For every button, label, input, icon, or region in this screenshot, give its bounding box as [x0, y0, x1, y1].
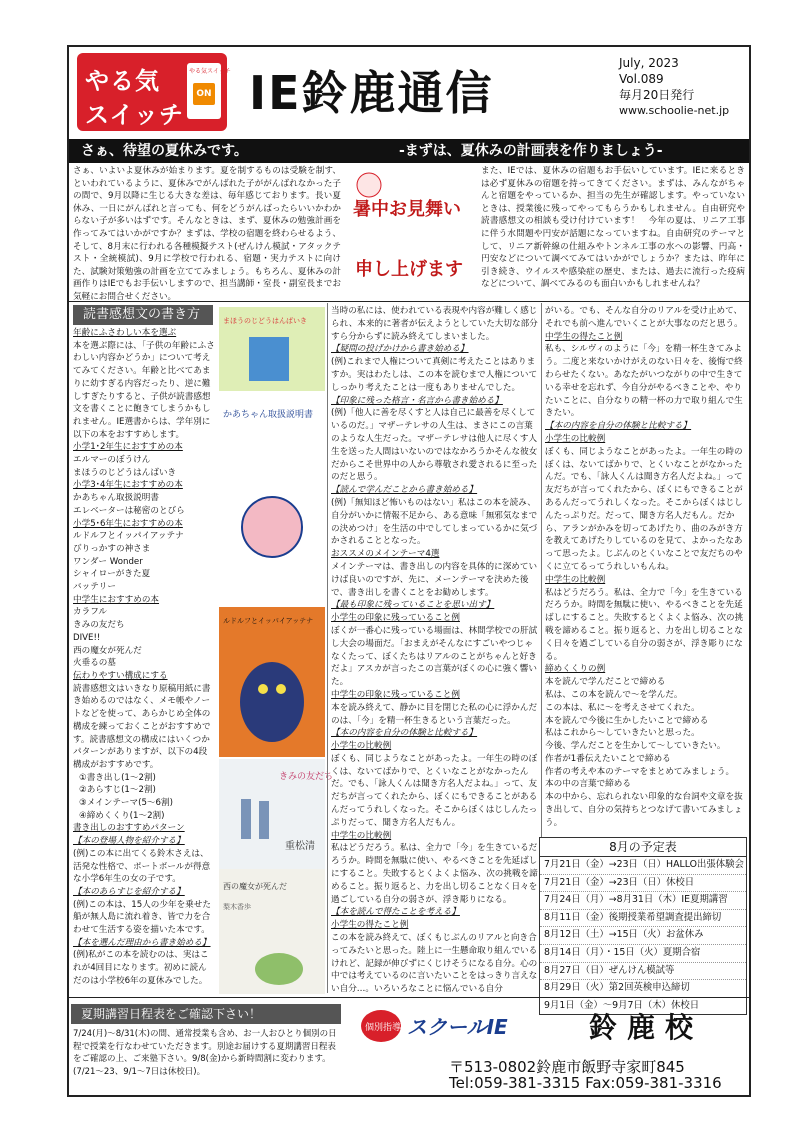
- school-address: 〒513-0802鈴鹿市飯野寺家町845: [449, 1058, 685, 1076]
- banner-right: -まずは、夏休みの計画表を作りましょう-: [399, 143, 663, 159]
- header: [69, 47, 749, 139]
- closing-line: 本の中から、忘れられない印象的な台詞や文章を抜き出して、自分の気持ちとつなげて書いてみましょう。: [545, 792, 743, 828]
- intro-text-right: また、IEでは、夏休みの宿題もお手伝いしています。IEに来るときは必ず夏休みの宿題を持ってきてください。まずは、みんながちゃんと宿題をやっているか、担当の先生が確認します。やっていないときは、授業後に残ってやってもらうかもしれません。自由研究や読書感想文の相談も受け付けています！ 今年の夏は、リニア工事に伴う水問題や円安が話題になっていますね。自由研究のテーマとして、リニア新幹線の仕組みやトンネル工事の水への影響、円高・円安などについて調べてみてはいかがでしょうか？または、昨年に引き続き、ウイルスや感染症の歴史、または、過去に流行った疫病などについて、調べてみるのも面白いかもしれませんね？: [481, 166, 745, 290]
- switch-small-label: やる気スイッチ: [189, 68, 231, 75]
- intro-text-left: さぁ、いよいよ夏休みが始まります。夏を制するものは受験を制す、といわれているように、夏休みでがんばれた子ががんばれなかった子の間で、9月以降に生じる大きな差は、毎年感じております。長い夏休み、一日にがんばれと言っても、何をどうがんばったらいいかわからない子が多いはずです。そんなときは、まず、夏休みの勉強計画を作ってみてはいかがですか？まずは、学校の宿題を終わらせるよう、そして、8月末に行われる各種模擬テスト(ぜんけん模試・アタックテスト・全統模試)、9月に学校で行われる、宿題・実力テストに向けた、試験対策勉強の計画を立ててみましょう。もちろん、夏休みの計画作りはIEでもお手伝いしますので、担当講師・室長・副室長までお気軽にお問合せください。: [73, 166, 341, 302]
- book-item: ワンダー Wonder: [73, 556, 143, 567]
- column-3: [545, 305, 745, 835]
- main-theme-heading: おススメのメインテーマ4選: [331, 549, 440, 560]
- school-phone: Tel:059-381-3315 Fax:059-381-3316: [449, 1074, 722, 1092]
- paragraph: ぼくも、同じようなことがあったよ。一年生の時のぼくは、ないてばかりで、とくいなことがなかったんだ。でも、「詠人くんは聞き方名人だよね。」って、友だちが言ってくれたから、ぼくにもできることがあるんだってうれしくなった。そこからぼくはじしんたっぷりだって、聞き方名人だもん。: [331, 753, 538, 828]
- book-item: ルドルフとイッパイアッテナ: [73, 531, 184, 542]
- website-url[interactable]: www.schoolie-net.jp: [619, 104, 730, 117]
- column-divider: [541, 303, 542, 838]
- grade56-heading: 小学5･6年生におすすめの本: [73, 518, 183, 529]
- issue-date: July, 2023: [619, 56, 679, 70]
- step-item: ①書き出し(1～2割): [79, 772, 156, 783]
- book-item: シャイローがきた夏: [73, 569, 151, 580]
- paragraph: 私も、シルヴィのように「今」を精一杯生きてみよう。二度と来ないかけがえのない日々を、後悔で終わらせたくない。あなたがいつながりの中で生きている幸せを忘れず、今自分がやるべきことや、やりたいことに、自分なりの精一杯の力で取り組んで生きたい。: [545, 344, 743, 419]
- quote-subheading: 【印象に残った格言・名言から書き始める】: [331, 395, 503, 406]
- schedule-row: 8月14日（月）・15日（火）夏期合宿: [540, 945, 746, 963]
- svg-text:まほうのじどうはんばいき: まほうのじどうはんばいき: [223, 317, 307, 325]
- summer-course-text: 7/24(月)～8/31(木)の間、通常授業も含め、お一人おひとり個別の日程で授業を行なわせていただきます。別途お届けする夏期講習日程表をご確認の上、ご来塾下さい。9/8(金)から新時間割に変わります。(7/21～23、9/1～7日は休校日)。: [73, 1029, 337, 1077]
- column-divider: [327, 303, 328, 993]
- example-label: 小学生の得たこと例: [331, 920, 409, 931]
- gained-subheading: 【本を読んで得たことを考える】: [331, 907, 460, 918]
- issue-frequency: 毎月20日発行: [619, 88, 695, 102]
- closing-line: 本を読んで学んだことで締める: [545, 677, 666, 688]
- paragraph: 当時の私には、使われている表現や内容が難しく感じられ、本来的に著者が伝えようとしていた大切な部分すら分からずに読み終えてしまいました。: [331, 306, 538, 342]
- closing-line: 今後、学んだことを生かして～していきたい。: [545, 741, 726, 752]
- svg-text:重松清: 重松清: [285, 841, 315, 852]
- book-cover-kaachan: [219, 397, 325, 597]
- example-label: 中学生の比較例: [331, 830, 392, 841]
- closing-line: 作者が1番伝えたいことで締める: [545, 753, 671, 764]
- svg-text:西の魔女が死んだ: 西の魔女が死んだ: [223, 882, 287, 891]
- switch-on-label: ON: [193, 83, 215, 105]
- paragraph: 本を読み終えて、静かに目を閉じた私の心に浮かんだのは、「今」を精一杯生きるという言葉だった。: [331, 702, 538, 726]
- example-label: 中学生の印象に残っていること例: [331, 689, 460, 700]
- book-item: バッテリー: [73, 582, 116, 593]
- svg-text:スクールIE: スクールIE: [407, 1015, 508, 1039]
- schedule-row: 7月21日（金）→23日（日）休校日: [540, 875, 746, 893]
- section-divider: [69, 301, 749, 302]
- book-item: カラフル: [73, 607, 108, 618]
- school-info: [359, 1002, 739, 1094]
- example-label: 小学生の印象に残っていること例: [331, 613, 460, 624]
- learned-subheading: 【読んで学んだことから書き始める】: [331, 485, 478, 496]
- issue-meta: [619, 55, 739, 119]
- book-item: エルマーのぼうけん: [73, 455, 151, 466]
- book-item: 西の魔女が死んだ: [73, 645, 142, 656]
- book-cover-mahou: [219, 307, 325, 391]
- book-item: 火垂るの墓: [73, 658, 116, 669]
- grade34-heading: 小学3･4年生におすすめの本: [73, 480, 183, 491]
- svg-text:きみの友だち: きみの友だち: [279, 772, 334, 782]
- question-subheading: 【疑問の投げかけから書き始める】: [331, 344, 469, 355]
- example-label: 小学生の比較例: [331, 741, 392, 752]
- svg-text:個別指導: 個別指導: [365, 1023, 402, 1033]
- paragraph: がいる。でも、そんな自分のリアルを受け止めて、それでも前へ進んでいくことが大事なのだと思う。: [545, 306, 743, 329]
- paragraph: (例)これまで人権について真剣に考えたことはありますか。実はわたしは、この本を読むまで人権についてしっかり考えたことは一度もありませんでした。: [331, 357, 538, 393]
- book-cover-nishi-no-majo: [219, 869, 325, 994]
- schedule-row: 8月12日（土）→15日（火）お盆休み: [540, 927, 746, 945]
- example-label: 中学生の得たこと例: [545, 331, 623, 342]
- book-item: きみの友だち: [73, 620, 125, 631]
- banner-left: さぁ、待望の夏休みです。: [81, 143, 248, 159]
- age-text: 本を選ぶ際には、「子供の年齢にふさわしい内容かどうか」について考えてみてください。年齢と比べてあまりに幼すぎる内容だったり、逆に難しすぎたりすると、子供が読書感想文を書くことに飽きてしまうかもしれません。IE選書からは、学年別に以下の本をおすすめします。: [73, 340, 215, 440]
- schedule-row: 8月27日（日）ぜんけん模試等: [540, 963, 746, 981]
- switch-icon: [187, 63, 231, 119]
- impression-subheading: 【最も印象に残っていることを思い出す】: [331, 600, 495, 611]
- issue-volume: Vol.089: [619, 72, 664, 86]
- junior-high-heading: 中学生におすすめの本: [73, 594, 160, 605]
- paragraph: メインテーマは、書き出しの内容を具体的に深めていけば良いのですが、先に、メーンテーマを決めた後で、書き出しを書くことをお勧めします。: [331, 561, 538, 598]
- schedule-row: 7月21日（金）→23日（日）HALLO出張体験会: [540, 857, 746, 875]
- newsletter-title: IE鈴鹿通信: [249, 66, 494, 120]
- paragraph: この本を読み終えて、ぼくもじぶんのリアルと向き合ってみたいと思った。陸上に一生懸命取り組んでいるけれど、記録が伸びずにくじけそうになる自分。心の中では考えているのに言いたいことをはっきり言えない自分…。いろいろなことに悩んでいる自分: [331, 933, 538, 995]
- schedule-row: 8月11日（金）後期授業希望調査提出締切: [540, 910, 746, 928]
- closing-line: 本を読んで今後に生かしたいことで締める: [545, 715, 709, 726]
- book-item: まほうのじどうはんばいき: [73, 467, 177, 478]
- closing-heading: 締めくくりの例: [545, 664, 606, 675]
- structure-heading: 伝わりやすい構成にする: [73, 670, 168, 681]
- greeting-line2: 申し上げます: [355, 259, 463, 280]
- book-item: かあちゃん取扱説明書: [73, 493, 159, 504]
- age-heading: 年齢にふさわしい本を選ぶ: [73, 328, 177, 338]
- step-item: ④締めくくり(1～2割): [79, 810, 165, 821]
- school-ie-logo: [359, 1006, 559, 1046]
- paragraph: 私はどうだろう。私は、全力で「今」を生きているだろうか。時間を無駄に使い、やるべきことを先延ばしにすること。失敗するとくよくよ悩み、次の挑戦を諦めること。振り返ると、力を出し切ることなく日々を過ごしている自分の弱さが、浮き彫りになる。: [545, 587, 744, 662]
- paragraph: (例)「他人に善を尽くすと人は自己に最善を尽くしているのだ。」マザーテレサの人生は、まさにこの言葉のような人生だった。マザーテレサは他人に尽くす人生を送った人間はいないのではなかろうかそんな彼女だからこそ世界中の人から尊敬され愛されるに至ったのだと思う。: [331, 408, 538, 483]
- book-item: びりっかすの神さま: [73, 543, 151, 554]
- experience-subheading: 【本の内容を自分の体験と比較する】: [545, 421, 692, 432]
- school-name: 鈴鹿校: [589, 1011, 704, 1044]
- column-2: [331, 305, 539, 1005]
- paragraph: 私はどうだろう。私は、全力で「今」を生きているだろうか。時間を無駄に使い、やるべきことを先延ばしにすること。失敗するとくよくよ悩み、次の挑戦を諦めること。振り返ると、力を出し切ることなく日々を過ごしている自分の弱さが、浮き彫りになる。: [331, 843, 538, 905]
- opening-heading: 書き出しのおすすめパターン: [73, 823, 185, 834]
- schedule-row: 9月1日（金）～9月7日（木）休校日: [544, 999, 700, 1011]
- reason-text: (例)私がこの本を読むのは、実はこれが4回目になります。初めに読んだのは小学校6年の夏休みでした。: [73, 950, 209, 986]
- schedule-row: 8月29日（火）第2回英検申込締切: [540, 980, 746, 998]
- character-text: (例)この本に出てくる鈴木さえは、活発な性格で、ポートボールが得意な小学6年生の女の子です。: [73, 848, 211, 885]
- closing-line: この本は、私に～を考えさせてくれた。: [545, 702, 700, 713]
- book-item: エレベーターは秘密のとびら: [73, 505, 185, 516]
- closing-line: 私は、この本を読んで～を学んだ。: [545, 689, 683, 700]
- example-label: 中学生の比較例: [545, 574, 606, 585]
- summer-banner: [69, 139, 749, 163]
- paragraph: (例)「無知ほど怖いものはない」私はこの本を読み、自分がいかに情報不足から、ある意味「無邪気なまでの決めつけ」を生活の中でしてしまっているかに気づかされることとなった。: [331, 497, 538, 547]
- summer-greeting-art: [349, 165, 477, 297]
- structure-text: 読書感想文はいきなり原稿用紙に書き始めるのではなく、メモ帳やノートなどを使って、あらかじめ全体の構成を練っておくことがおすすめです。読書感想文の構成にはいくつかパターンがありますが、以下の4段構成がおすすめです。: [73, 683, 211, 770]
- synopsis-text: (例)この本は、15人の少年を乗せた船が無人島に流れ着き、皆で力を合わせて生活する姿を描いた本です。: [73, 899, 211, 936]
- compare-subheading: 【本の内容を自分の体験と比較する】: [331, 728, 478, 739]
- schedule-title: 8月の予定表: [540, 838, 746, 857]
- paragraph: ぼくも、同じようなことがあったよ。一年生の時のぼくは、ないてばかりで、とくいなことがなかったんだ。でも、「詠人くんは聞き方名人だよね。」って友だちが言ってくれたから、ぼくにもできることがあるんだってうれしくなった。そこからぼくはじしんたっぷりだ。だって、聞き方名人だもん。だから、アランがかみを切ってあげたり、曲のみがき方を教えてあげたりしているのを見て、よかったなあって思ったよ。じぶんのとくいなことで友だちのやくに立てるってうれしいもんね。: [545, 446, 743, 572]
- book-cover-kimino-tomodachi: [219, 759, 334, 869]
- footer: [69, 997, 749, 1097]
- svg-text:ルドルフとイッパイアッテナ: ルドルフとイッパイアッテナ: [223, 617, 314, 625]
- closing-line: 私はこれから～していきたいと思った。: [545, 728, 700, 739]
- step-item: ③メインテーマ(5～6割): [79, 798, 173, 809]
- book-cover-rudolf: [219, 607, 325, 757]
- synopsis-subheading: 【本のあらすじを紹介する】: [73, 886, 185, 897]
- paragraph: ぼくが一番心に残っている場面は、林間学校での肝試し大会の場面だ。「おまえがそんなにすごいやつじゃなくたって、ぼくたちはリアルのことがちゃんと好きだよ」アスカが言ったこの言葉がぼくの心に強く響いた。: [331, 625, 538, 688]
- svg-text:かあちゃん取扱説明書: かあちゃん取扱説明書: [223, 410, 314, 420]
- grade12-heading: 小学1･2年生におすすめの本: [73, 442, 183, 453]
- example-label: 小学生の比較例: [545, 433, 606, 444]
- book-item: DIVE!!: [73, 632, 101, 643]
- character-subheading: 【本の登場人物を紹介する】: [73, 836, 185, 847]
- newsletter-page: [67, 45, 751, 1097]
- logo-line2: スイッチ: [85, 101, 185, 129]
- closing-line: 本の中の言葉で締める: [545, 779, 631, 790]
- logo-line1: やる気: [85, 67, 160, 95]
- schedule-row: 7月24日（月）→8月31日（木）IE夏期講習: [540, 892, 746, 910]
- closing-line: 作者の考えや本のテーマをまとめてみましょう。: [545, 766, 735, 777]
- svg-text:梨木香歩: 梨木香歩: [223, 903, 251, 911]
- column-1: [73, 327, 215, 987]
- yaruki-switch-logo: [77, 53, 231, 131]
- step-item: ②あらすじ(1～2割): [79, 785, 156, 796]
- august-schedule: [539, 837, 747, 1015]
- reason-subheading: 【本を選んだ理由から書き始める】: [73, 937, 211, 948]
- greeting-line1: 暑中お見舞い: [353, 199, 461, 220]
- reading-report-heading: 読書感想文の書き方: [73, 305, 213, 325]
- summer-course-heading: 夏期講習日程表をご確認下さい！: [71, 1004, 341, 1024]
